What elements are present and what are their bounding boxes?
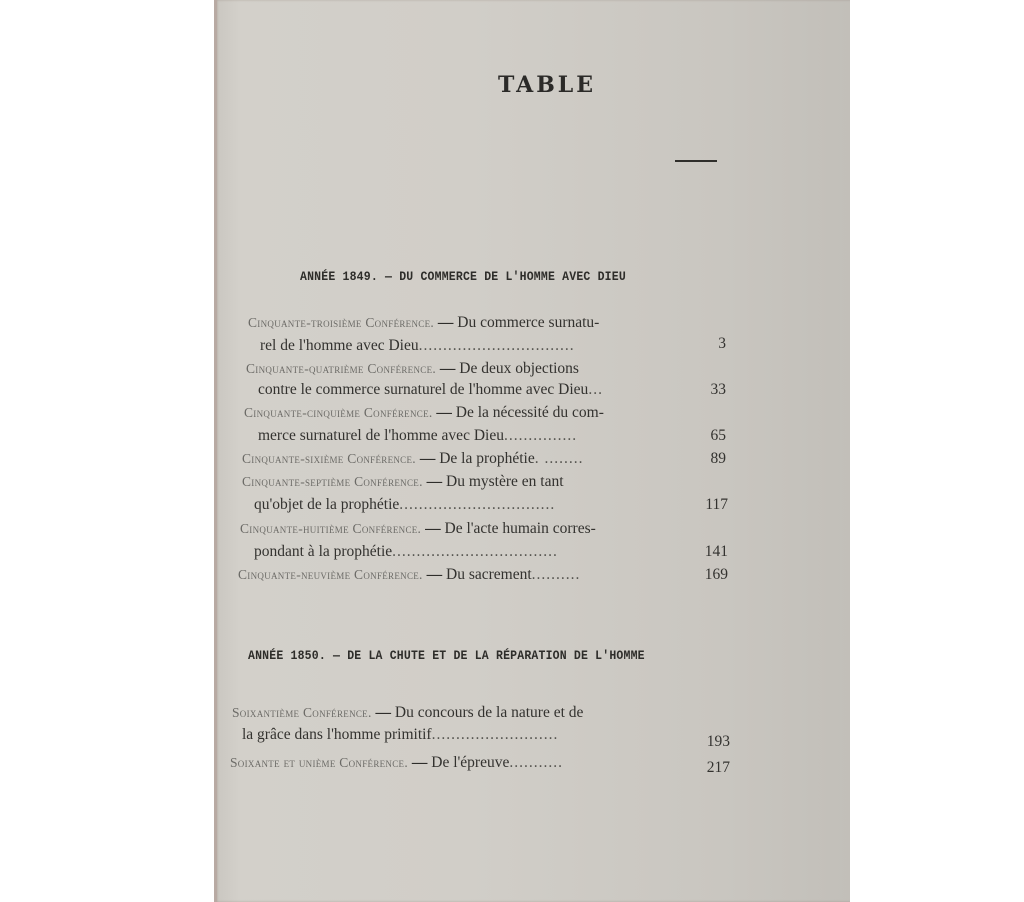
- conference-name: Soixantième Conférence.: [232, 705, 372, 720]
- page-number: 117: [705, 496, 728, 513]
- toc-entry-57-line2: qu'objet de la prophétie................................: [254, 496, 556, 513]
- book-page: [214, 0, 850, 902]
- toc-entry-59-line1: Cinquante-neuvième Conférence. — Du sacrement..........: [238, 566, 581, 583]
- entry-title: De deux objections: [459, 360, 579, 377]
- entry-title: De l'épreuve: [431, 754, 510, 771]
- page-number: 217: [706, 759, 730, 776]
- page-number: 89: [710, 450, 726, 467]
- toc-entry-60-line1: Soixantième Conférence. — Du concours de la nature et de: [232, 704, 584, 721]
- toc-entry-58-line1: Cinquante-huitième Conférence. — De l'acte humain corres-: [240, 520, 596, 537]
- conference-name: Cinquante-huitième Conférence.: [240, 521, 422, 536]
- toc-entry-61-line1: Soixante et unième Conférence. — De l'épreuve...........: [230, 754, 563, 771]
- page-number: 65: [710, 427, 726, 444]
- title-rule-divider: [675, 160, 717, 162]
- toc-entry-55-line2: merce surnaturel de l'homme avec Dieu...............: [258, 427, 578, 444]
- page-title: TABLE: [497, 72, 597, 98]
- entry-title-cont: qu'objet de la prophétie: [254, 496, 400, 513]
- conference-name: Cinquante-neuvième Conférence.: [238, 567, 423, 582]
- page-number: 141: [704, 543, 728, 560]
- entry-title-cont: la grâce dans l'homme primitif: [242, 726, 432, 743]
- page-number: 3: [718, 335, 726, 352]
- entry-title: Du sacrement: [446, 566, 532, 583]
- entry-title-cont: contre le commerce surnaturel de l'homme avec Dieu: [258, 381, 589, 398]
- toc-entry-60-line2: la grâce dans l'homme primitif..........................: [242, 726, 559, 743]
- entry-title: De la prophétie: [439, 450, 535, 467]
- entry-title: Du mystère en tant: [446, 473, 564, 490]
- page-number: 193: [706, 733, 730, 750]
- section-heading-1849: ANNÉE 1849. — DU COMMERCE DE L'HOMME AVEC DIEU: [300, 270, 626, 284]
- toc-entry-53-line1: Cinquante-troisième Conférence. — Du commerce surnatu-: [248, 314, 600, 331]
- toc-entry-53-line2: rel de l'homme avec Dieu................................: [260, 337, 575, 354]
- conference-name: Cinquante-quatrième Conférence.: [246, 361, 437, 376]
- conference-name: Cinquante-troisième Conférence.: [248, 315, 435, 330]
- page-number: 169: [704, 566, 728, 583]
- toc-entry-58-line2: pondant à la prophétie..................................: [254, 543, 558, 560]
- toc-entry-54-line2: contre le commerce surnaturel de l'homme avec Dieu...: [258, 381, 603, 398]
- section-heading-1850: ANNÉE 1850. — DE LA CHUTE ET DE LA RÉPARATION DE L'HOMME: [248, 649, 645, 663]
- entry-title: Du concours de la nature et de: [394, 704, 584, 721]
- entry-title-cont: pondant à la prophétie: [254, 543, 393, 560]
- toc-entry-54-line1: Cinquante-quatrième Conférence. — De deux objections: [246, 360, 579, 377]
- toc-entry-55-line1: Cinquante-cinquième Conférence. — De la nécessité du com-: [244, 404, 604, 421]
- toc-entry-57-line1: Cinquante-septième Conférence. — Du mystère en tant: [242, 473, 564, 490]
- conference-name: Cinquante-sixième Conférence.: [242, 451, 416, 466]
- entry-title-cont: merce surnaturel de l'homme avec Dieu: [258, 427, 504, 444]
- entry-title: De l'acte humain corres-: [444, 520, 596, 537]
- toc-entry-56-line1: Cinquante-sixième Conférence. — De la prophétie. ........: [242, 450, 584, 467]
- conference-name: Cinquante-septième Conférence.: [242, 474, 423, 489]
- conference-name: Soixante et unième Conférence.: [230, 755, 408, 770]
- entry-title-cont: rel de l'homme avec Dieu: [260, 337, 419, 354]
- page-number: 33: [710, 381, 726, 398]
- entry-title: Du commerce surnatu-: [457, 314, 600, 331]
- entry-title: De la nécessité du com-: [455, 404, 604, 421]
- conference-name: Cinquante-cinquième Conférence.: [244, 405, 433, 420]
